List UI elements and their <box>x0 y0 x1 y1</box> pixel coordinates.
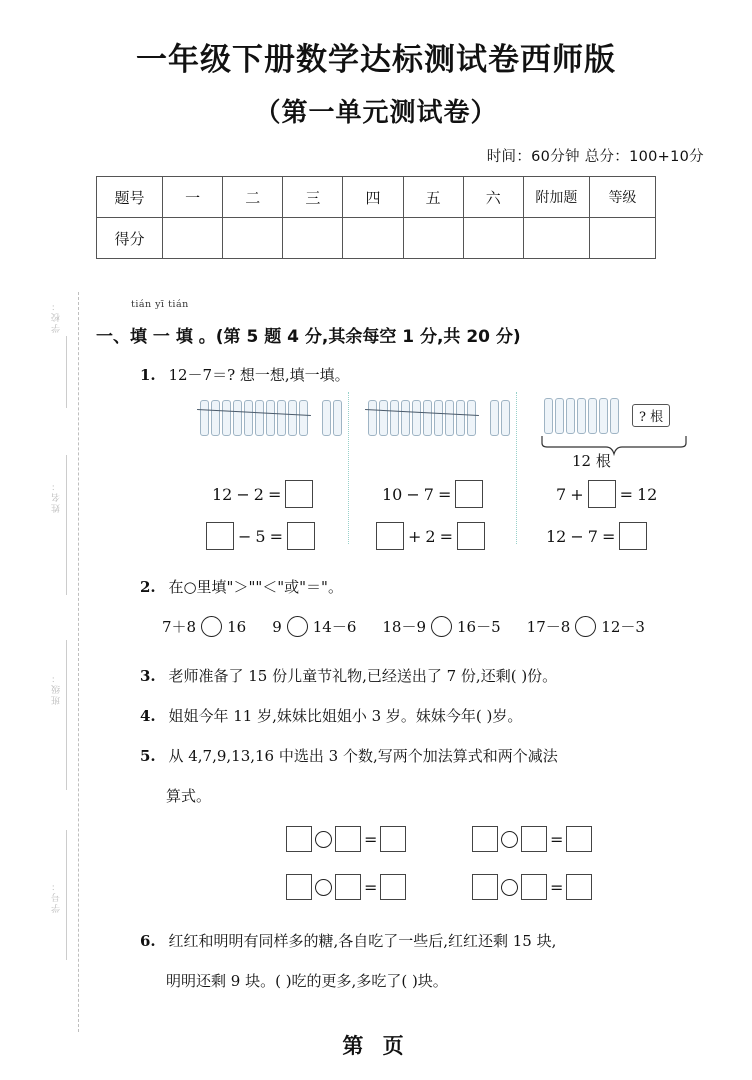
q5-blank-row-2 <box>472 826 592 852</box>
answer-box[interactable] <box>521 874 547 900</box>
score-cell-4[interactable] <box>343 218 403 259</box>
brace-label-total: 12 根 <box>572 452 611 470</box>
stick-diagram-group-3 <box>544 398 624 434</box>
operator: − <box>570 526 584 546</box>
answer-box[interactable] <box>566 826 592 852</box>
operator-circle[interactable] <box>501 831 518 848</box>
q5-blank-row-4 <box>472 874 592 900</box>
compare-circle[interactable] <box>287 616 308 637</box>
row-label-question-no: 题号 <box>97 177 163 218</box>
q1-equation-3-1 <box>556 480 657 508</box>
equals: = <box>269 526 283 546</box>
q1-equation-1-1 <box>212 480 313 508</box>
exam-meta-info: 时间：60分钟 总分：100+10分 <box>486 149 704 165</box>
operator: + <box>570 484 584 504</box>
score-cell-1[interactable] <box>163 218 223 259</box>
col-5: 五 <box>403 177 463 218</box>
operator-circle[interactable] <box>501 879 518 896</box>
margin-label-class: 班级： <box>52 672 62 705</box>
answer-box[interactable] <box>376 522 404 550</box>
column-separator-1 <box>348 392 349 544</box>
page-title: 一年级下册数学达标测试卷西师版 <box>136 42 616 78</box>
q1-equation-1-2 <box>206 522 315 550</box>
question-5 <box>140 745 558 766</box>
margin-rule-segment-2 <box>66 455 67 595</box>
col-2: 二 <box>223 177 283 218</box>
answer-box[interactable] <box>619 522 647 550</box>
answer-box[interactable] <box>472 826 498 852</box>
question-3-text: 老师准备了 15 份儿童节礼物,已经送出了 7 份,还剩( )份。 <box>168 667 558 685</box>
equals: = <box>364 829 378 849</box>
compare-right: 12－3 <box>601 618 645 636</box>
answer-box[interactable] <box>588 480 616 508</box>
question-3-number: 3. <box>140 667 156 685</box>
operator: − <box>238 526 252 546</box>
question-2 <box>140 576 343 597</box>
question-5-text-line1: 从 4,7,9,13,16 中选出 3 个数,写两个加法算式和两个减法 <box>168 747 558 765</box>
margin-rule-segment-4 <box>66 830 67 960</box>
equals: = <box>437 484 452 504</box>
margin-rule-segment-3 <box>66 640 67 790</box>
answer-box[interactable] <box>286 826 312 852</box>
question-6 <box>140 930 556 951</box>
margin-label-seat: 学号： <box>52 880 62 913</box>
table-row-header <box>97 177 656 218</box>
answer-box[interactable] <box>287 522 315 550</box>
q1-equation-3-2 <box>546 522 647 550</box>
answer-box[interactable] <box>335 874 361 900</box>
section1-pinyin: tián yī tián <box>131 299 189 310</box>
q1-equation-2-1 <box>382 480 483 508</box>
operand: 2 <box>253 484 264 504</box>
operand: 12 <box>212 484 233 504</box>
col-grade: 等级 <box>589 177 655 218</box>
col-bonus: 附加题 <box>523 177 589 218</box>
answer-box[interactable] <box>457 522 485 550</box>
question-4 <box>140 705 522 726</box>
answer-box[interactable] <box>472 874 498 900</box>
equals: = <box>439 526 453 546</box>
question-1-number: 1. <box>140 366 156 384</box>
answer-box[interactable] <box>380 826 406 852</box>
answer-box[interactable] <box>286 874 312 900</box>
column-separator-2 <box>516 392 517 544</box>
q5-answer-grid <box>286 826 616 912</box>
compare-circle[interactable] <box>431 616 452 637</box>
equals: = <box>267 484 282 504</box>
compare-circle[interactable] <box>575 616 596 637</box>
row-label-score: 得分 <box>97 218 163 259</box>
equals: = <box>601 526 616 546</box>
operand: 2 <box>425 526 436 546</box>
score-cell-3[interactable] <box>283 218 343 259</box>
question-5-text-line2: 算式。 <box>166 787 212 805</box>
question-mark-box: ? 根 <box>632 404 670 427</box>
col-1: 一 <box>163 177 223 218</box>
brace-12-sticks <box>540 434 688 456</box>
compare-circle[interactable] <box>201 616 222 637</box>
compare-right: 14－6 <box>312 618 357 636</box>
compare-right: 16 <box>227 617 247 636</box>
equals: = <box>619 484 633 504</box>
answer-box[interactable] <box>206 522 234 550</box>
question-6-text-line1: 红红和明明有同样多的糖,各自吃了一些后,红红还剩 15 块, <box>168 932 557 950</box>
question-1-text: 12－7＝? 想一想,填一填。 <box>168 366 350 384</box>
score-cell-6[interactable] <box>463 218 523 259</box>
operator-circle[interactable] <box>315 831 332 848</box>
operand: 7 <box>556 484 567 504</box>
compare-left: 18－9 <box>382 618 427 636</box>
margin-label-school: 学校： <box>52 300 62 333</box>
page-footer: 第 页 <box>342 1034 410 1058</box>
question-5-number: 5. <box>140 747 156 765</box>
question-2-number: 2. <box>140 578 156 596</box>
answer-box[interactable] <box>285 480 313 508</box>
operand: 10 <box>382 484 403 504</box>
col-4: 四 <box>343 177 403 218</box>
score-table <box>96 176 656 259</box>
compare-right: 16－5 <box>457 618 501 636</box>
operand: 7 <box>587 526 598 546</box>
equals: = <box>550 877 564 897</box>
question-6-number: 6. <box>140 932 156 950</box>
operator: + <box>408 526 422 546</box>
q1-equation-2-2 <box>376 522 485 550</box>
question-4-number: 4. <box>140 707 156 725</box>
table-row-score <box>97 218 656 259</box>
answer-box[interactable] <box>566 874 592 900</box>
page-subtitle: （第一单元测试卷） <box>254 98 498 128</box>
section1-heading: 一、填 一 填 。(第 5 题 4 分,其余每空 1 分,共 20 分) <box>96 327 521 347</box>
col-6: 六 <box>463 177 523 218</box>
score-cell-bonus[interactable] <box>523 218 589 259</box>
compare-left: 17－8 <box>526 618 571 636</box>
question-4-text: 姐姐今年 11 岁,妹妹比姐姐小 3 岁。妹妹今年( )岁。 <box>168 707 523 725</box>
question-6-text-line2: 明明还剩 9 块。( )吃的更多,多吃了( )块。 <box>166 972 448 990</box>
question-1 <box>140 364 350 385</box>
operator-circle[interactable] <box>315 879 332 896</box>
answer-box[interactable] <box>380 874 406 900</box>
margin-rule-segment-1 <box>66 336 67 408</box>
operator: − <box>236 484 250 504</box>
operand: 5 <box>255 526 266 546</box>
operand: 7 <box>423 484 434 504</box>
answer-box[interactable] <box>521 826 547 852</box>
q5-blank-row-3 <box>286 874 406 900</box>
stick-diagram-group-1 <box>200 400 330 440</box>
col-3: 三 <box>283 177 343 218</box>
equals: = <box>364 877 378 897</box>
answer-box[interactable] <box>455 480 483 508</box>
answer-box[interactable] <box>335 826 361 852</box>
score-cell-2[interactable] <box>223 218 283 259</box>
margin-dashed-rule <box>78 292 79 1032</box>
compare-left: 9 <box>272 617 282 636</box>
margin-label-name: 姓名： <box>52 480 62 513</box>
q5-blank-row-1 <box>286 826 406 852</box>
operand: 12 <box>637 484 658 504</box>
operator: − <box>406 484 420 504</box>
score-cell-5[interactable] <box>403 218 463 259</box>
score-cell-grade[interactable] <box>589 218 655 259</box>
question-3 <box>140 665 557 686</box>
equals: = <box>550 829 564 849</box>
compare-left: 7＋8 <box>162 618 197 636</box>
stick-diagram-group-2 <box>368 400 498 440</box>
q2-comparison-row <box>162 616 645 637</box>
operand: 12 <box>546 526 567 546</box>
question-2-text: 在○里填"＞""＜"或"＝"。 <box>168 578 343 596</box>
